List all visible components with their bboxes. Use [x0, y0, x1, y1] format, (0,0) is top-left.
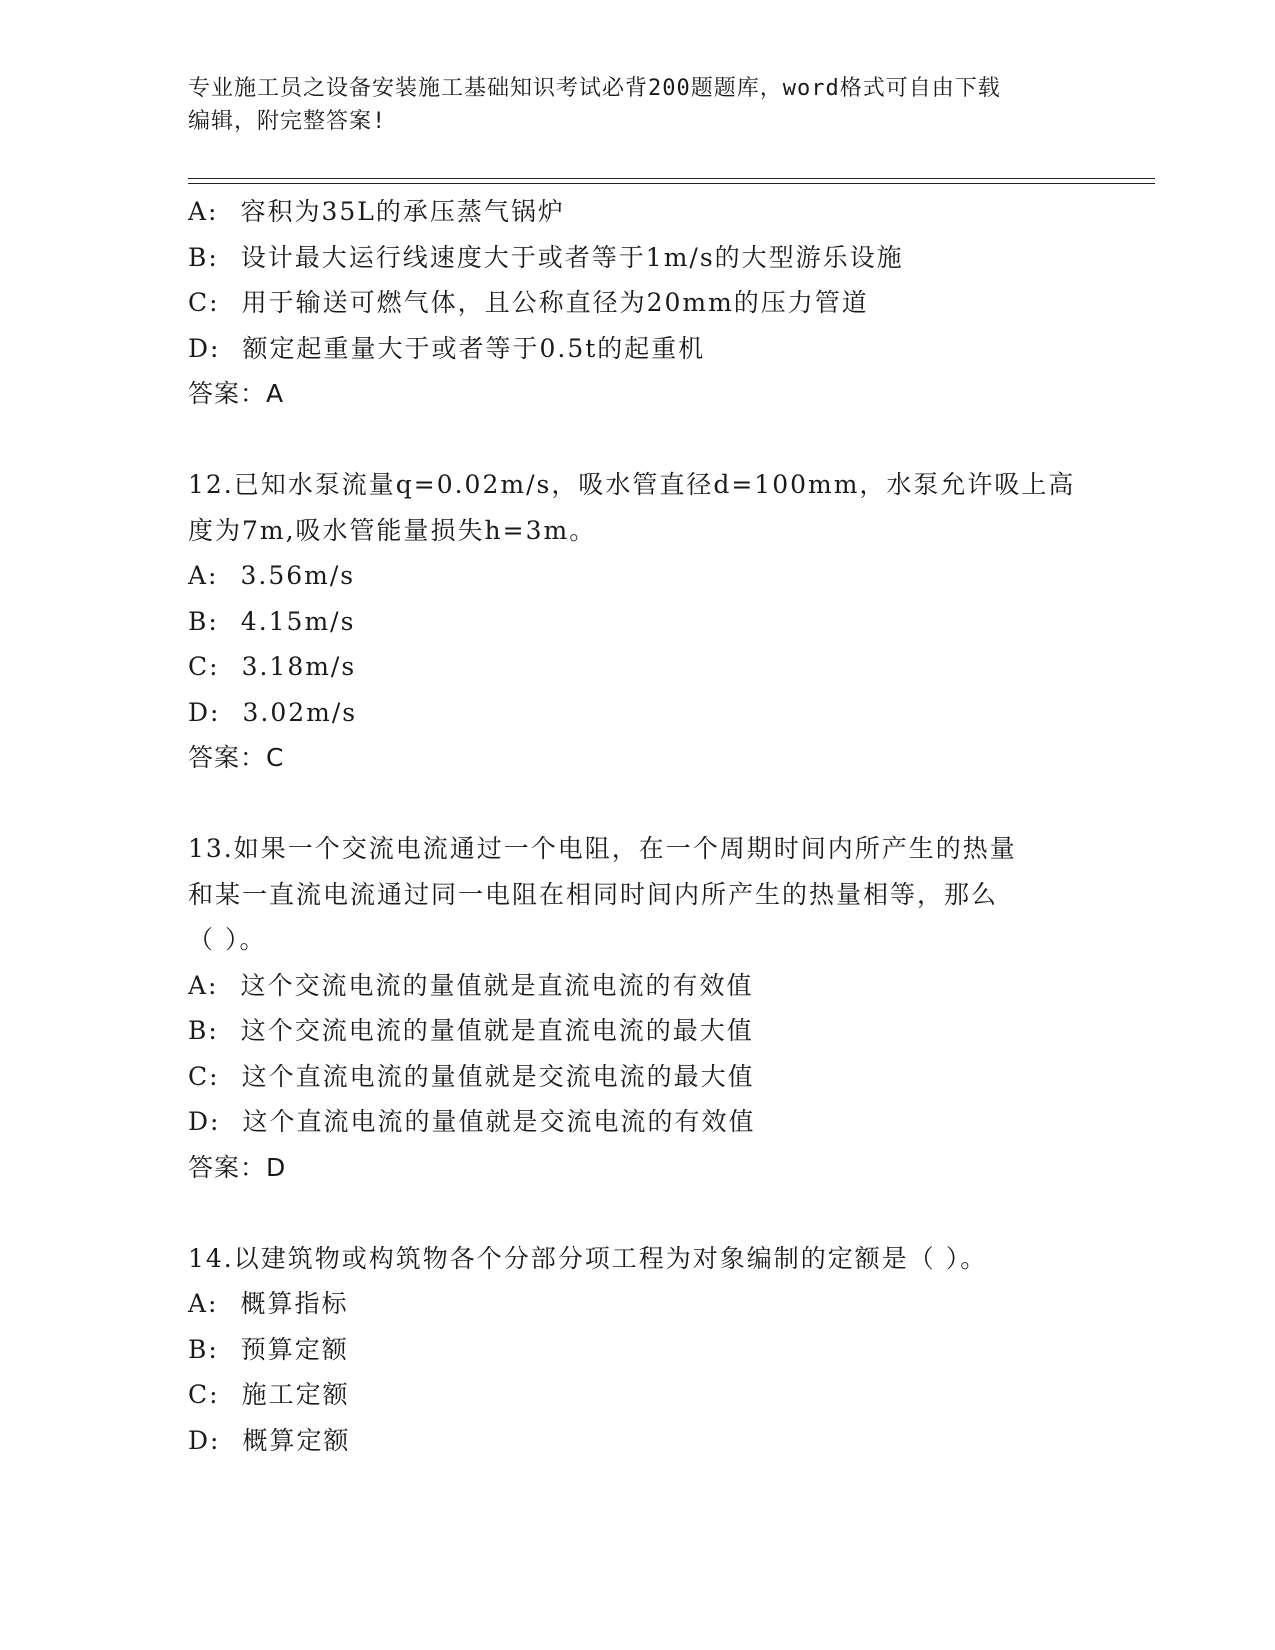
option-a: A: 这个交流电流的量值就是直流电流的有效值 [188, 970, 754, 1000]
question-13 [188, 826, 1088, 1190]
header-divider-top [188, 178, 1155, 179]
option-d: D: 额定起重量大于或者等于0.5t的起重机 [188, 333, 706, 363]
question-stem: 度为7m,吸水管能量损失h=3m。 [188, 515, 597, 545]
header-divider-bottom [188, 183, 1155, 184]
header-title-line-1: 专业施工员之设备安装施工基础知识考试必背200题题库，word格式可自由下载 [188, 76, 1001, 101]
document-header [188, 72, 1088, 138]
question-11 [188, 189, 1088, 417]
question-14 [188, 1236, 1088, 1464]
option-d: D: 概算定额 [188, 1425, 351, 1455]
option-a: A: 容积为35L的承压蒸气锅炉 [188, 197, 565, 226]
option-c: C: 3.18m/s [188, 652, 357, 681]
spacer [188, 417, 1088, 463]
option-c: C: 用于输送可燃气体，且公称直径为20mm的压力管道 [188, 288, 869, 317]
option-c: C: 这个直流电流的量值就是交流电流的最大值 [188, 1061, 755, 1091]
spacer [188, 1190, 1088, 1236]
question-stem: 12.已知水泵流量q=0.02m/s，吸水管直径d=100mm，水泵允许吸上高 [188, 470, 1076, 499]
question-12 [188, 462, 1088, 781]
question-stem: （ ）。 [188, 925, 267, 954]
answer-line: 答案：A [188, 379, 285, 408]
option-b: B: 这个交流电流的量值就是直流电流的最大值 [188, 1016, 754, 1045]
option-a: A: 3.56m/s [188, 561, 356, 590]
option-b: B: 设计最大运行线速度大于或者等于1m/s的大型游乐设施 [188, 242, 904, 272]
header-title-line-2: 编辑，附完整答案! [188, 109, 387, 134]
option-b: B: 4.15m/s [188, 606, 356, 636]
option-d: D: 3.02m/s [188, 697, 358, 727]
option-b: B: 预算定额 [188, 1334, 349, 1364]
question-stem: 13.如果一个交流电流通过一个电阻，在一个周期时间内所产生的热量 [188, 834, 1017, 863]
question-list [188, 189, 1088, 1463]
option-c: C: 施工定额 [188, 1380, 350, 1409]
question-stem: 14.以建筑物或构筑物各个分部分项工程为对象编制的定额是（ ）。 [188, 1243, 988, 1273]
spacer [188, 781, 1088, 827]
option-d: D: 这个直流电流的量值就是交流电流的有效值 [188, 1107, 756, 1136]
option-a: A: 概算指标 [188, 1289, 349, 1318]
question-stem: 和某一直流电流通过同一电阻在相同时间内所产生的热量相等，那么 [188, 879, 999, 909]
answer-line: 答案：C [188, 743, 285, 772]
answer-line: 答案：D [188, 1152, 287, 1182]
